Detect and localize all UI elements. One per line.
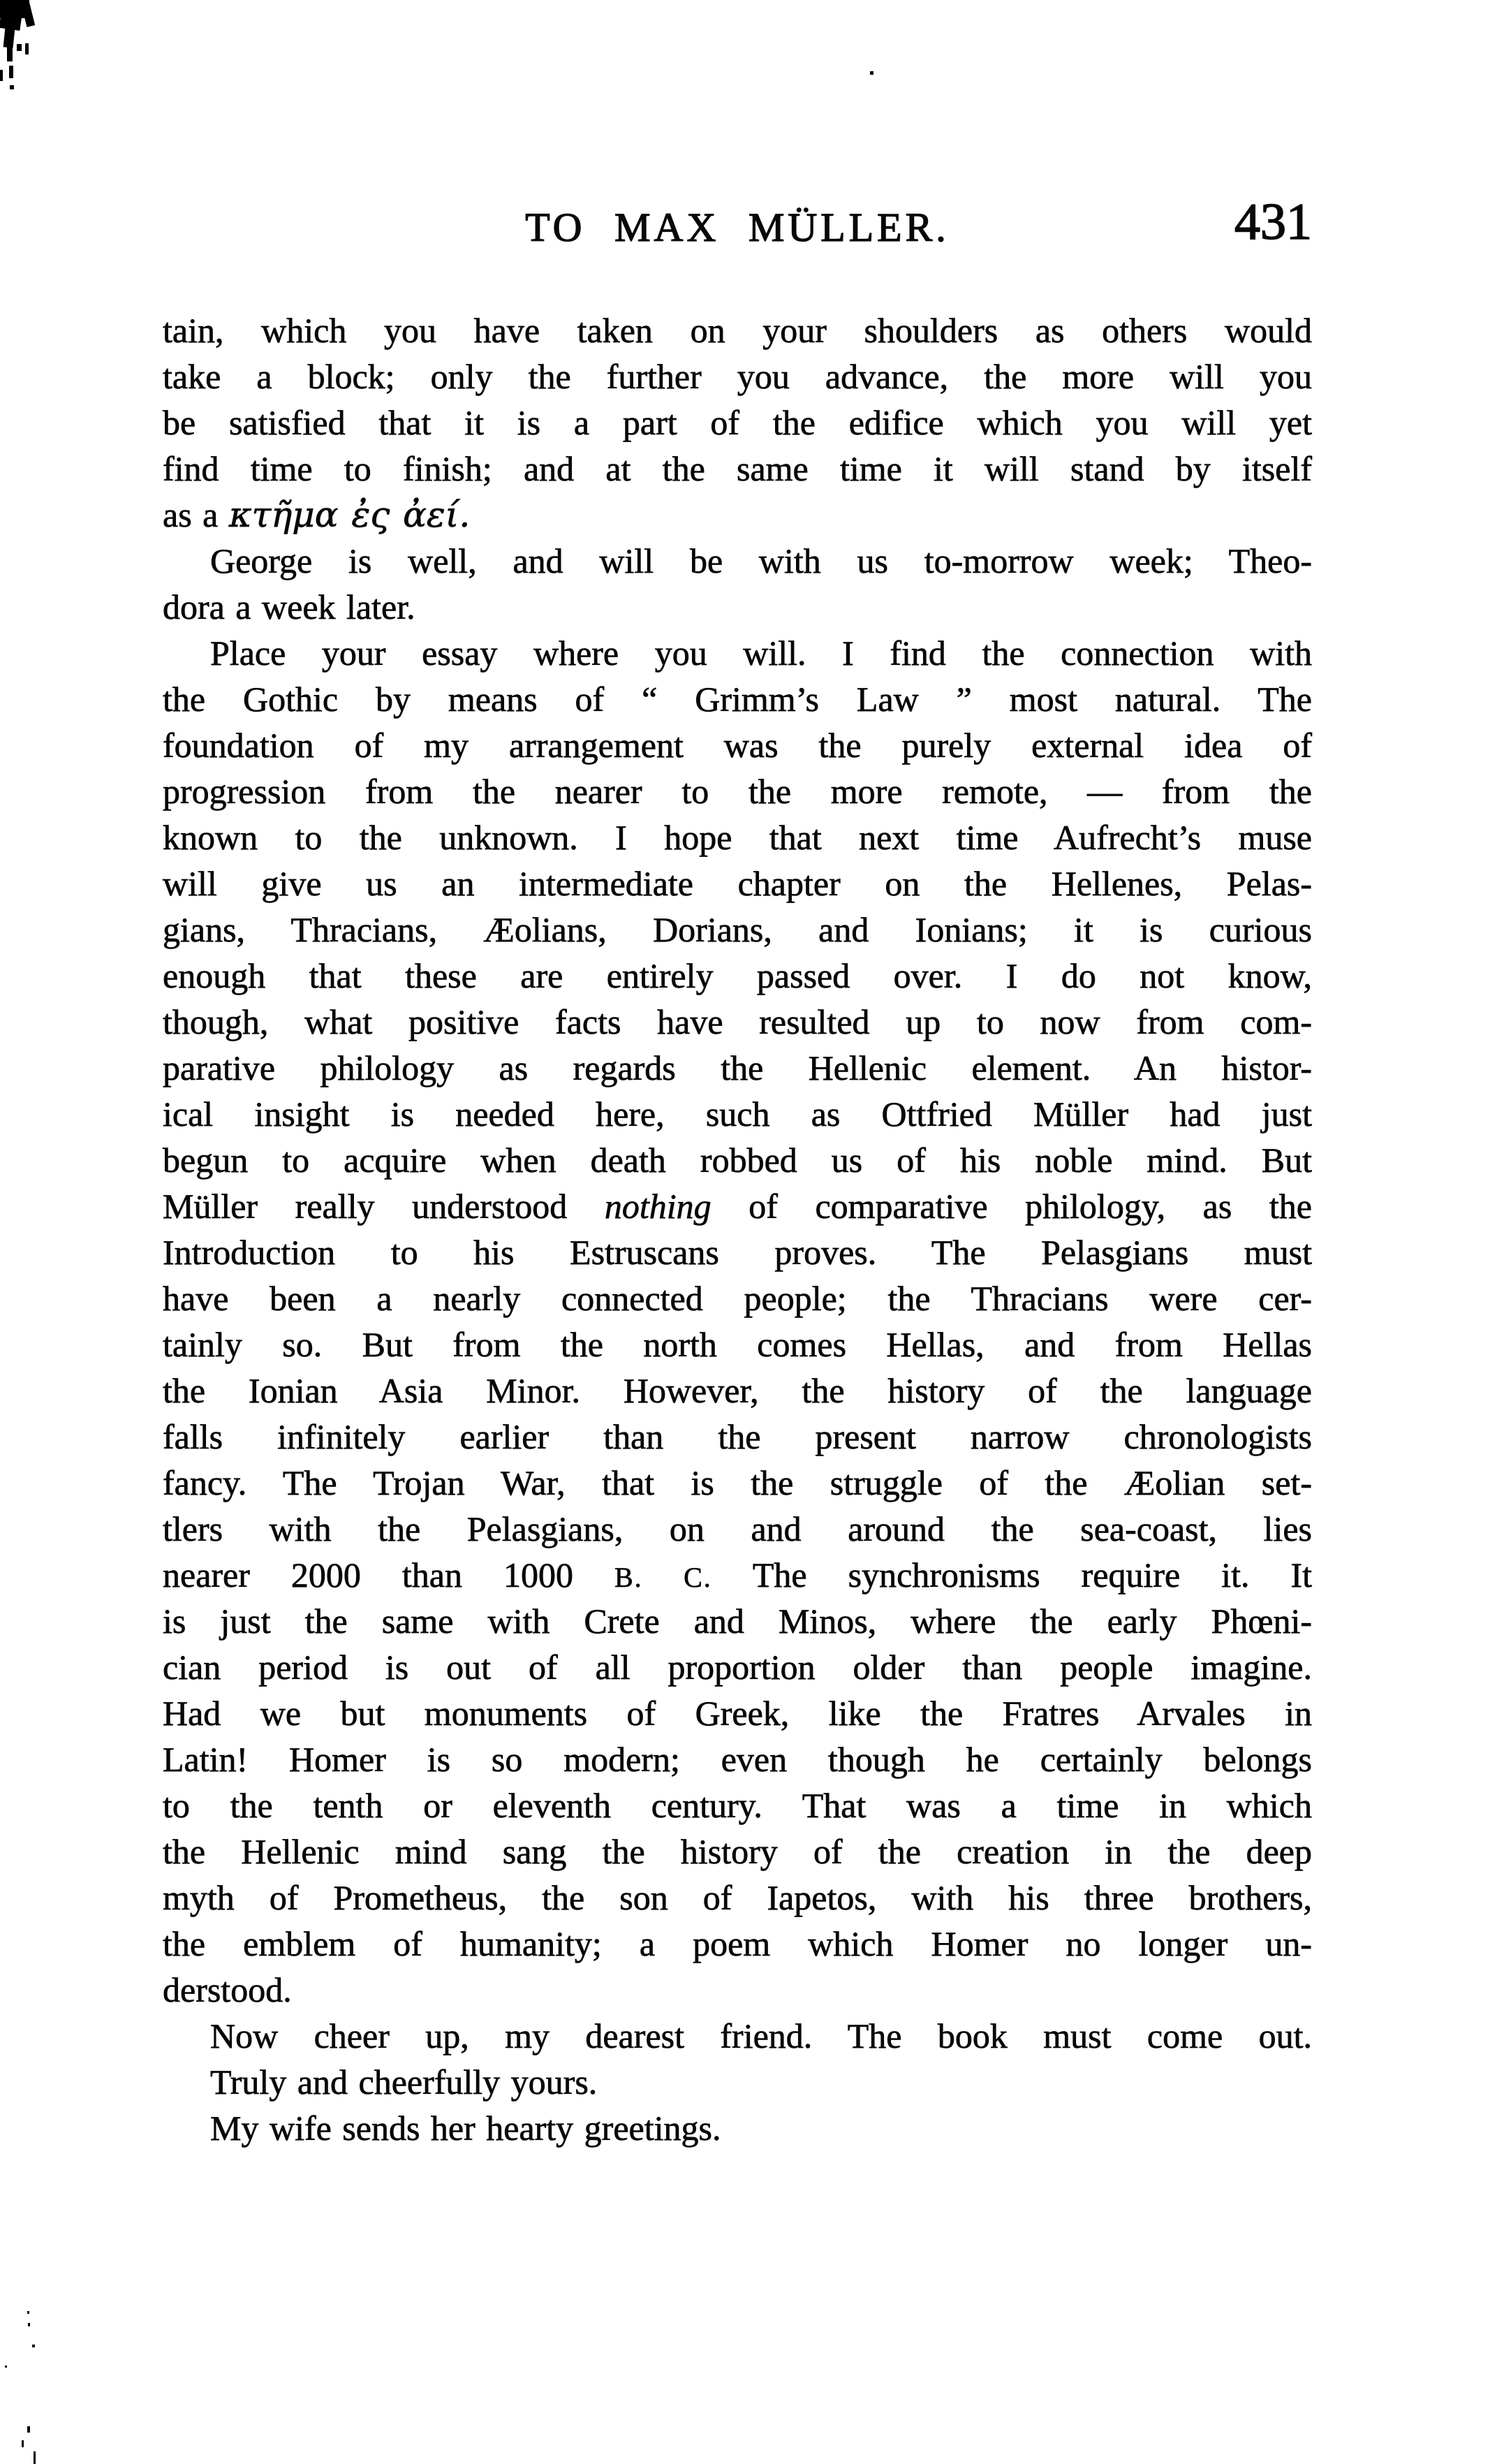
text-line [163, 492, 1312, 538]
text-line: gians, Thracians, Æolians, Dorians, and Ionians; it is curious [163, 910, 1312, 949]
text-line: take a block; only the further you advance, the more will you [163, 357, 1312, 396]
paragraph [163, 307, 1312, 538]
ink-speck [17, 44, 22, 51]
text-line: myth of Prometheus, the son of Iapetos, with his three brothers, [163, 1878, 1312, 1917]
ink-speck [32, 2345, 35, 2347]
text-line: be satisfied that it is a part of the edifice which you will yet [163, 403, 1312, 442]
text-segment: B. C. [614, 1562, 712, 1593]
text-segment: of comparative philology, as the [711, 1187, 1312, 1226]
greek-phrase: κτῆμα ἐς ἀεί. [228, 494, 471, 535]
ink-speck [0, 70, 3, 81]
text-line: the emblem of humanity; a poem which Homer no longer un- [163, 1924, 1312, 1963]
ink-speck [27, 2426, 30, 2433]
text-line: enough that these are entirely passed over. I do not know, [163, 956, 1312, 995]
text-line: derstood. [163, 1970, 292, 2009]
text-line: falls infinitely earlier than the present narrow chronologists [163, 1417, 1312, 1456]
text-line: Latin! Homer is so modern; even though he certainly belongs [163, 1740, 1312, 1779]
ink-speck [9, 66, 13, 78]
text-segment: nothing [604, 1187, 711, 1226]
text-line: though, what positive facts have resulted up to now from com- [163, 1002, 1312, 1041]
paragraph [163, 630, 1312, 2013]
text-line: progression from the nearer to the more remote, — from the [163, 772, 1312, 811]
text-line: tain, which you have taken on your shoulders as others would [163, 311, 1312, 350]
ink-speck [5, 2366, 7, 2368]
text-line: My wife sends her hearty greetings. [210, 2109, 721, 2148]
text-line: Introduction to his Estruscans proves. The Pelasgians must [163, 1233, 1312, 1272]
text-line: begun to acquire when death robbed us of his noble mind. But [163, 1141, 1312, 1180]
text-line: known to the unknown. I hope that next time Aufrecht’s muse [163, 818, 1312, 857]
ink-speck [10, 85, 14, 89]
text-line: tainly so. But from the north comes Hellas, and from Hellas [163, 1325, 1312, 1364]
text-line [163, 1552, 1312, 1598]
text-line: the Gothic by means of “ Grimm’s Law ” most natural. The [163, 680, 1312, 719]
ink-speck [7, 36, 13, 61]
ink-speck [870, 71, 873, 75]
paragraph [163, 538, 1312, 630]
page-header [163, 193, 1312, 256]
text-line: Had we but monuments of Greek, like the Fratres Arvales in [163, 1694, 1312, 1733]
text-segment: Müller really understood [163, 1187, 605, 1226]
text-line: dora a week later. [163, 587, 415, 626]
text-line [163, 1183, 1312, 1229]
text-line: tlers with the Pelasgians, on and around the sea-coast, lies [163, 1509, 1312, 1548]
ink-speck [28, 2323, 30, 2326]
text-line: cian period is out of all proportion older than people imagine. [163, 1648, 1312, 1687]
text-line: will give us an intermediate chapter on the Hellenes, Pelas- [163, 864, 1312, 903]
text-segment: The synchronisms require it. It [711, 1555, 1312, 1594]
ink-speck [34, 2451, 36, 2464]
ink-speck [25, 43, 29, 54]
paragraph [163, 2105, 1312, 2151]
text-block [163, 307, 1312, 2151]
ink-speck [27, 2311, 29, 2314]
text-line: to the tenth or eleventh century. That was a time in which [163, 1786, 1312, 1825]
text-line: Place your essay where you will. I find the connection with [210, 633, 1312, 673]
text-line: find time to finish; and at the same time it will stand by itself [163, 449, 1312, 488]
text-line: fancy. The Trojan War, that is the struggle of the Æolian set- [163, 1463, 1312, 1502]
text-line: is just the same with Crete and Minos, where the early Phœni- [163, 1601, 1312, 1641]
text-line: have been a nearly connected people; the Thracians were cer- [163, 1279, 1312, 1318]
text-segment: as a [163, 495, 229, 534]
text-line: parative philology as regards the Hellenic element. An histor- [163, 1048, 1312, 1087]
page-number: 431 [1234, 193, 1312, 251]
running-title: TO MAX MÜLLER. [525, 205, 950, 250]
ink-blot [21, 1, 35, 27]
text-line: the Hellenic mind sang the history of the creation in the deep [163, 1832, 1312, 1871]
text-line: George is well, and will be with us to-morrow week; Theo- [210, 541, 1312, 580]
paragraph [163, 2059, 1312, 2105]
text-line: ical insight is needed here, such as Ottfried Müller had just [163, 1094, 1312, 1134]
ink-speck [22, 2440, 24, 2447]
text-line: Now cheer up, my dearest friend. The book must come out. [210, 2016, 1312, 2055]
paragraph [163, 2013, 1312, 2059]
text-line: foundation of my arrangement was the purely external idea of [163, 726, 1312, 765]
text-segment: nearer 2000 than 1000 [163, 1555, 614, 1594]
text-line: the Ionian Asia Minor. However, the history of the language [163, 1371, 1312, 1410]
text-line: Truly and cheerfully yours. [210, 2062, 598, 2102]
